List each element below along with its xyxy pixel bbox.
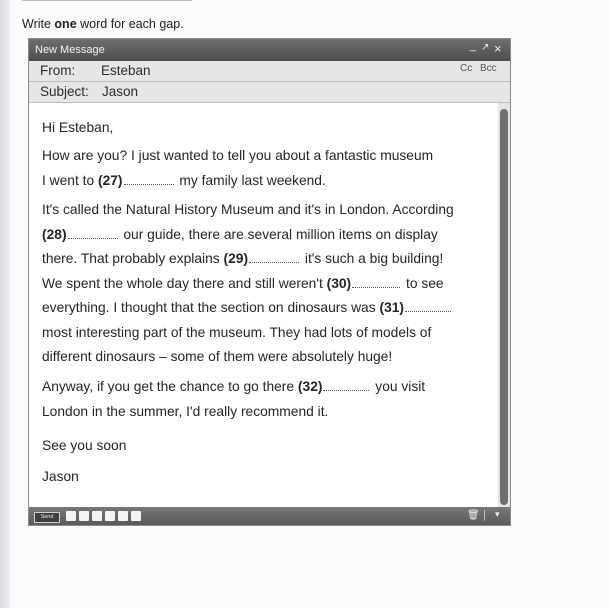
signature: Jason: [42, 469, 79, 484]
close-icon[interactable]: ×: [494, 41, 502, 56]
title-bar: [29, 39, 510, 61]
text-span: our guide, there are several million items on display: [119, 226, 438, 242]
send-button[interactable]: Send: [34, 512, 60, 523]
from-field[interactable]: Esteban: [101, 63, 151, 78]
window-title: New Message: [35, 44, 105, 56]
text-span: Anyway, if you get the chance to go there: [42, 379, 298, 394]
text-span: I went to: [42, 172, 98, 188]
from-label: From:: [40, 63, 76, 78]
p2-line-4: [42, 272, 454, 297]
instruction-post: word for each gap.: [76, 17, 184, 31]
expand-icon[interactable]: ↗: [481, 42, 490, 53]
text-span: We spent the whole day there and still weren't: [42, 275, 327, 291]
text-span: my family last weekend.: [175, 172, 326, 188]
minimize-icon[interactable]: _: [470, 40, 477, 52]
p1-line-1: How are you? I just wanted to tell you about a fantastic museum: [42, 148, 434, 163]
p2-line-1: It's called the Natural History Museum and it's in London. According: [42, 202, 454, 217]
subject-field[interactable]: Jason: [102, 84, 139, 99]
text-span: to see: [402, 275, 444, 291]
gap-blank-31[interactable]: [405, 300, 451, 312]
gap-blank-30[interactable]: [352, 276, 400, 288]
p2-line-6: most interesting part of the museum. They had lots of models of: [42, 324, 432, 340]
message-body[interactable]: [29, 103, 498, 507]
gap-blank-29[interactable]: [249, 251, 299, 263]
p2-line-5: [42, 296, 454, 321]
bcc-button[interactable]: Bcc: [480, 63, 497, 74]
closing: See you soon: [42, 438, 127, 453]
scroll-thumb[interactable]: [500, 109, 508, 505]
photo-icon[interactable]: [131, 511, 141, 521]
instruction-text: [22, 17, 184, 31]
instruction-bold: one: [54, 17, 77, 31]
p3-line-2: London in the summer, I'd really recommend it.: [42, 403, 329, 419]
gap-number-31: (31): [379, 300, 405, 315]
text-span: there. That probably explains: [42, 251, 224, 266]
text-span: everything. I thought that the section on dinosaurs was: [42, 300, 380, 315]
format-icon[interactable]: [66, 511, 76, 521]
cc-button[interactable]: Cc: [460, 63, 473, 74]
gap-blank-32[interactable]: [323, 379, 369, 391]
p3-line-1: [42, 375, 425, 400]
p2-line-2: [42, 223, 454, 248]
paragraph-3: [42, 375, 425, 424]
page-spine: [0, 0, 10, 608]
more-options-icon[interactable]: ▾: [495, 509, 500, 519]
p2-line-3: [42, 247, 454, 272]
scrollbar[interactable]: [498, 103, 510, 507]
compose-toolbar: [29, 507, 510, 525]
gap-blank-27[interactable]: [124, 173, 174, 185]
top-rule: [22, 0, 192, 1]
gap-number-29: (29): [223, 251, 249, 266]
instruction-pre: Write: [22, 17, 55, 31]
emoji-icon[interactable]: [105, 511, 115, 521]
from-row: [29, 61, 510, 82]
trash-icon[interactable]: 🗑: [467, 510, 480, 521]
email-compose-window: [28, 38, 511, 526]
subject-row: [29, 82, 510, 103]
gap-blank-28[interactable]: [68, 227, 118, 239]
text-span: you visit: [371, 379, 426, 394]
link-icon[interactable]: [92, 511, 102, 521]
gap-number-32: (32): [297, 379, 323, 394]
gap-number-27: (27): [97, 172, 123, 188]
p1-line-2: [42, 169, 433, 194]
drive-icon[interactable]: [118, 511, 128, 521]
attach-icon[interactable]: [79, 511, 89, 521]
gap-number-28: (28): [42, 226, 67, 242]
greeting: Hi Esteban,: [42, 120, 114, 135]
paragraph-1: [42, 144, 433, 193]
text-span: it's such a big building!: [301, 251, 444, 266]
p2-line-7: different dinosaurs – some of them were absolutely huge!: [42, 349, 393, 364]
gap-number-30: (30): [326, 275, 352, 291]
toolbar-separator: |: [483, 509, 486, 521]
subject-label: Subject:: [40, 84, 89, 99]
paragraph-2: [42, 198, 454, 370]
